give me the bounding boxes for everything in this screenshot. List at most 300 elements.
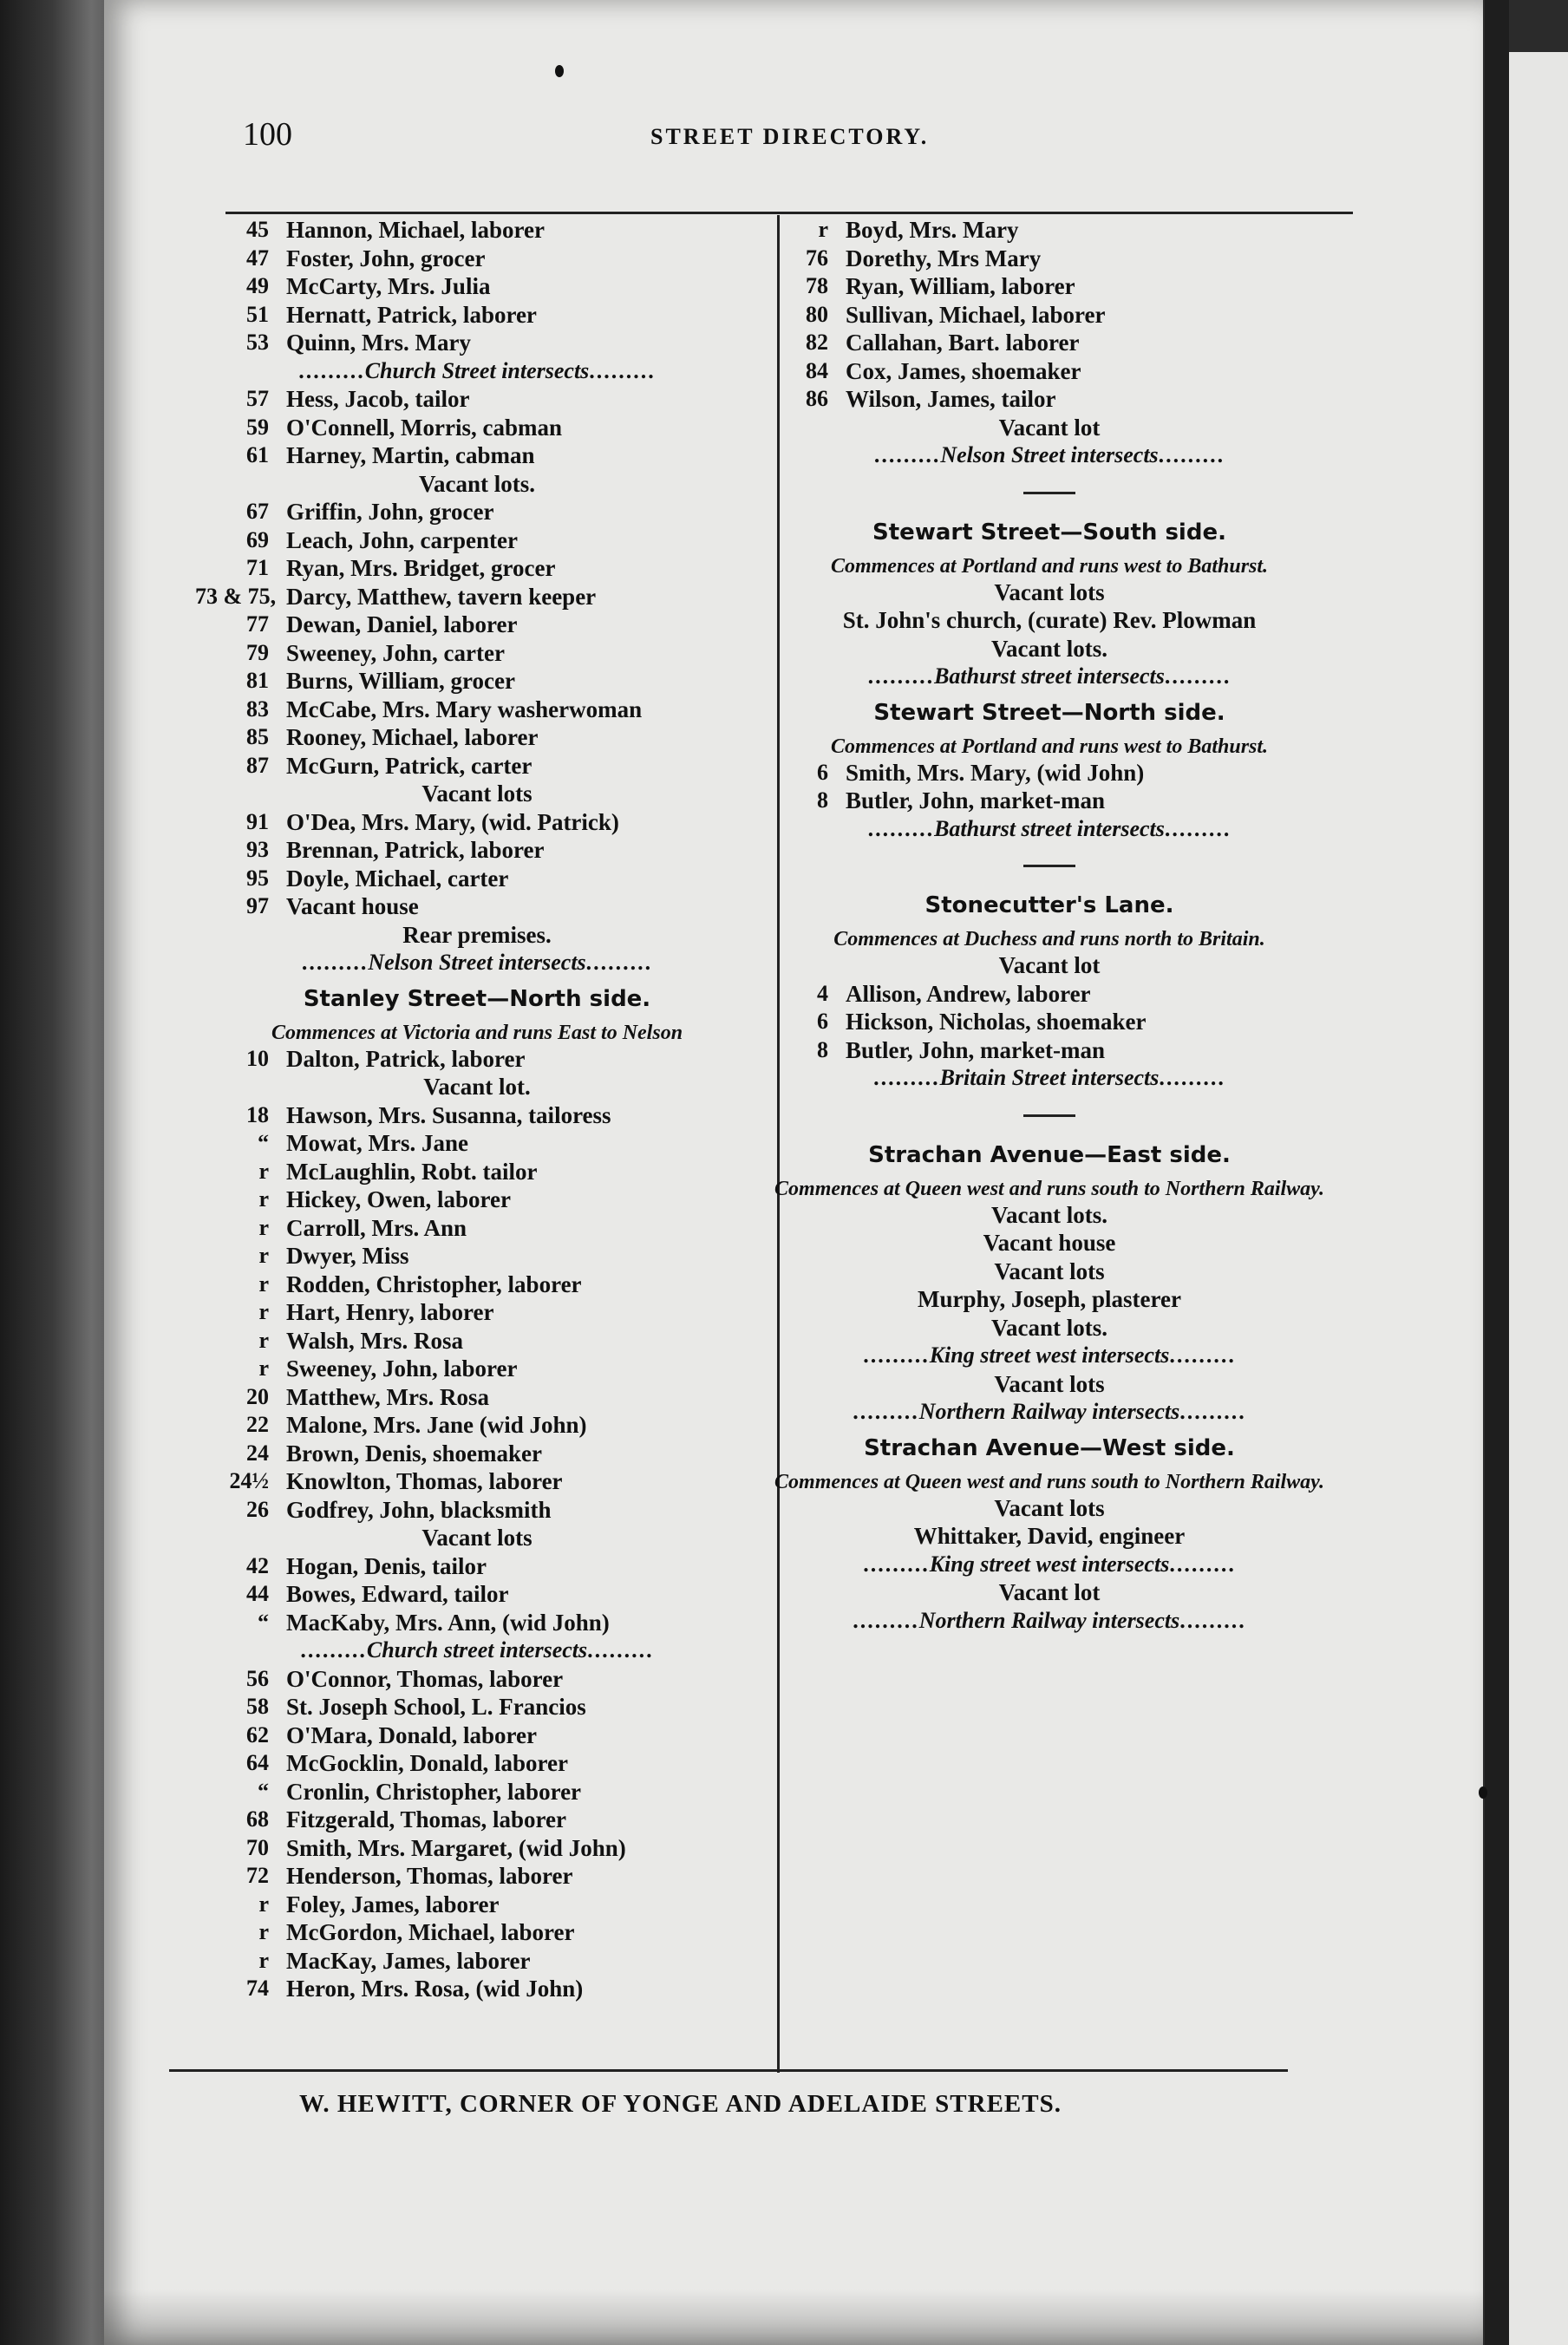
resident-name: Hernatt, Patrick, laborer	[286, 301, 537, 328]
resident-name: Wilson, James, tailor	[846, 386, 1056, 412]
directory-entry	[195, 1215, 759, 1244]
note-text: Whittaker, David, engineer	[913, 1523, 1186, 1549]
note-text: Vacant lots	[994, 1494, 1105, 1521]
directory-entry	[195, 499, 759, 527]
directory-entry	[755, 273, 1344, 302]
house-number: 69	[246, 526, 269, 552]
directory-entry	[755, 358, 1344, 387]
adjacent-page-edge	[1509, 52, 1568, 2345]
house-number: 61	[246, 442, 269, 467]
resident-name: Brown, Denis, shoemaker	[286, 1440, 543, 1466]
house-number: 22	[246, 1412, 269, 1437]
note-text: Vacant lots	[994, 1370, 1105, 1397]
resident-name: Sullivan, Michael, laborer	[846, 301, 1106, 328]
house-number: 85	[246, 724, 269, 749]
centered-note	[195, 1074, 759, 1102]
ink-spot	[1479, 1787, 1487, 1799]
directory-entry	[195, 1130, 759, 1159]
running-head: STREET DIRECTORY.	[650, 124, 930, 149]
intersection-line	[755, 1342, 1344, 1371]
house-number: 49	[246, 273, 269, 298]
directory-entry	[195, 1891, 759, 1920]
house-number: 64	[246, 1750, 269, 1775]
resident-name: MacKaby, Mrs. Ann, (wid John)	[286, 1609, 610, 1636]
resident-name: Matthew, Mrs. Rosa	[286, 1383, 489, 1410]
directory-entry	[195, 1468, 759, 1497]
resident-name: Fitzgerald, Thomas, laborer	[286, 1806, 566, 1832]
resident-name: Knowlton, Thomas, laborer	[286, 1468, 563, 1494]
leader-dots: .........	[863, 1342, 930, 1368]
directory-entry	[195, 696, 759, 725]
house-number: r	[258, 1919, 269, 1944]
note-text: St. John's church, (curate) Rev. Plowman	[842, 607, 1257, 633]
intersection-line	[195, 950, 759, 978]
resident-name: Foster, John, grocer	[286, 245, 486, 271]
note-text: Vacant lots.	[990, 1201, 1107, 1228]
note-text: Vacant house	[983, 1230, 1116, 1256]
house-number: 77	[246, 611, 269, 637]
house-number: 74	[246, 1976, 269, 2001]
house-number: 70	[246, 1834, 269, 1860]
directory-entry	[195, 865, 759, 894]
house-number: r	[258, 1158, 269, 1184]
intersection-text	[755, 1608, 1344, 1634]
resident-name: O'Connell, Morris, cabman	[286, 414, 562, 441]
page-header	[243, 108, 1344, 160]
leader-dots: .........	[1158, 442, 1225, 467]
resident-name: Burns, William, grocer	[286, 668, 516, 694]
directory-entry	[195, 1271, 759, 1300]
leader-dots: .........	[863, 1551, 930, 1577]
house-number: 67	[246, 499, 269, 524]
leader-dots: .........	[585, 950, 653, 975]
resident-name: McGurn, Patrick, carter	[286, 752, 532, 779]
intersection-text	[755, 663, 1344, 689]
section-dash	[1023, 492, 1075, 494]
house-number: 6	[817, 1009, 828, 1034]
resident-name: Brennan, Patrick, laborer	[286, 837, 545, 863]
directory-entry	[195, 1102, 759, 1131]
resident-name: Doyle, Michael, carter	[286, 865, 509, 892]
house-number: 53	[246, 330, 269, 355]
house-number: 93	[246, 837, 269, 862]
house-number: 47	[246, 245, 269, 271]
house-number: 18	[246, 1101, 269, 1127]
resident-name: Mowat, Mrs. Jane	[286, 1130, 468, 1156]
directory-entry	[755, 981, 1344, 1009]
directory-entry	[195, 1779, 759, 1807]
resident-name: Ryan, Mrs. Bridget, grocer	[286, 555, 556, 581]
resident-name: Ryan, William, laborer	[846, 273, 1075, 299]
house-number: 68	[246, 1806, 269, 1832]
resident-name: Vacant house	[286, 893, 419, 919]
directory-entry	[195, 1919, 759, 1948]
directory-entry	[195, 1046, 759, 1075]
intersection-text	[755, 442, 1344, 468]
resident-name: McCarty, Mrs. Julia	[286, 273, 491, 299]
house-number: 8	[817, 787, 828, 813]
note-text: Vacant lots	[421, 781, 532, 807]
centered-note	[755, 636, 1344, 664]
house-number: 26	[246, 1496, 269, 1522]
street-description: Commences at Queen west and runs south to Northern Railway.	[774, 1177, 1324, 1200]
directory-entry	[195, 1497, 759, 1525]
intersection-label: Church Street intersects	[364, 357, 590, 383]
resident-name: Hannon, Michael, laborer	[286, 217, 546, 243]
house-number: “	[258, 1130, 269, 1155]
leader-dots: .........	[1164, 815, 1232, 841]
directory-entry	[195, 1835, 759, 1864]
centered-note	[195, 781, 759, 809]
centered-note	[755, 415, 1344, 443]
note-text: Vacant lots	[421, 1525, 532, 1551]
page-shadow	[104, 2289, 1483, 2345]
resident-name: Cronlin, Christopher, laborer	[286, 1778, 582, 1805]
resident-name: Butler, John, market-man	[846, 787, 1106, 813]
resident-name: Darcy, Matthew, tavern keeper	[286, 583, 597, 610]
house-number: 56	[246, 1665, 269, 1691]
house-number: “	[258, 1778, 269, 1804]
resident-name: Bowes, Edward, tailor	[286, 1581, 509, 1607]
directory-entry	[755, 217, 1344, 245]
resident-name: Carroll, Mrs. Ann	[286, 1214, 467, 1241]
directory-entry	[195, 837, 759, 865]
resident-name: O'Mara, Donald, laborer	[286, 1721, 537, 1748]
resident-name: Cox, James, shoemaker	[846, 357, 1081, 384]
leader-dots: .........	[867, 815, 935, 841]
directory-entry	[195, 217, 759, 245]
directory-entry	[195, 1750, 759, 1779]
directory-entry	[755, 245, 1344, 274]
section-dash	[1023, 1114, 1075, 1117]
leader-dots: .........	[1164, 663, 1232, 689]
house-number: r	[258, 1243, 269, 1268]
directory-entry	[195, 415, 759, 443]
directory-entry	[195, 584, 759, 612]
directory-entry	[195, 1976, 759, 2004]
resident-name: St. Joseph School, L. Francios	[286, 1694, 586, 1720]
centered-note	[755, 607, 1344, 636]
directory-entry	[195, 1159, 759, 1187]
directory-entry	[195, 330, 759, 358]
house-number: 58	[246, 1694, 269, 1719]
resident-name: Godfrey, John, blacksmith	[286, 1496, 552, 1523]
house-number: 79	[246, 639, 269, 665]
directory-entry	[195, 1806, 759, 1835]
resident-name: Rodden, Christopher, laborer	[286, 1270, 582, 1297]
house-number: “	[258, 1609, 269, 1635]
directory-entry	[195, 1243, 759, 1271]
resident-name: Malone, Mrs. Jane (wid John)	[286, 1412, 587, 1438]
resident-name: O'Connor, Thomas, laborer	[286, 1665, 564, 1692]
resident-name: McGocklin, Donald, laborer	[286, 1750, 569, 1776]
intersection-label: King street west intersects	[929, 1551, 1170, 1577]
street-description: Commences at Duchess and runs north to Britain.	[833, 928, 1265, 950]
directory-entry	[195, 1722, 759, 1751]
note-text: Murphy, Joseph, plasterer	[917, 1286, 1181, 1312]
note-text: Vacant lots.	[990, 1314, 1107, 1341]
resident-name: Hart, Henry, laborer	[286, 1299, 494, 1325]
directory-entry	[195, 273, 759, 302]
intersection-line	[755, 442, 1344, 471]
intersection-label: King street west intersects	[929, 1342, 1170, 1368]
directory-entry	[755, 760, 1344, 788]
house-number: r	[258, 1891, 269, 1917]
house-number: 91	[246, 808, 269, 834]
directory-entry	[195, 640, 759, 669]
street-heading: Stonecutter's Lane.	[924, 892, 1174, 918]
directory-entry	[195, 1553, 759, 1582]
resident-name: Foley, James, laborer	[286, 1891, 500, 1917]
house-number: r	[258, 1327, 269, 1353]
resident-name: Heron, Mrs. Rosa, (wid John)	[286, 1976, 584, 2002]
note-text: Vacant lot.	[423, 1074, 531, 1100]
intersection-label: Northern Railway intersects	[918, 1399, 1180, 1424]
resident-name: Hess, Jacob, tailor	[286, 386, 470, 412]
directory-entry	[195, 386, 759, 415]
intersection-text	[755, 816, 1344, 842]
centered-note	[755, 1258, 1344, 1287]
house-number: 24	[246, 1440, 269, 1466]
street-description: Commences at Queen west and runs south to Northern Railway.	[774, 1470, 1324, 1493]
resident-name: Griffin, John, grocer	[286, 499, 494, 525]
house-number: 10	[246, 1045, 269, 1071]
resident-name: Dewan, Daniel, laborer	[286, 611, 518, 637]
leader-dots: .........	[587, 1637, 654, 1662]
directory-entry	[755, 330, 1344, 358]
resident-name: Hawson, Mrs. Susanna, tailoress	[286, 1101, 611, 1128]
note-text: Vacant lots	[994, 578, 1105, 605]
resident-name: MacKay, James, laborer	[286, 1947, 531, 1974]
note-text: Vacant lot	[998, 1579, 1101, 1605]
centered-note	[755, 1371, 1344, 1400]
note-text: Vacant lots.	[418, 470, 535, 497]
intersection-line	[195, 1637, 759, 1666]
directory-entry	[195, 1948, 759, 1976]
house-number: r	[258, 1270, 269, 1297]
directory-entry	[755, 1037, 1344, 1066]
leader-dots: .........	[1179, 1399, 1246, 1424]
house-number: 62	[246, 1721, 269, 1747]
directory-entry	[195, 893, 759, 922]
intersection-label: Bathurst street intersects	[934, 815, 1165, 841]
intersection-line	[755, 816, 1344, 845]
centered-note	[755, 579, 1344, 608]
centered-note	[755, 1286, 1344, 1315]
leader-dots: .........	[853, 1607, 919, 1633]
house-number: 20	[246, 1383, 269, 1409]
house-number: 6	[817, 759, 828, 785]
street-heading: Stanley Street—North side.	[303, 985, 651, 1012]
intersection-text	[195, 950, 759, 976]
house-number: r	[258, 1186, 269, 1212]
house-number: 24½	[229, 1468, 269, 1493]
street-heading: Stewart Street—South side.	[872, 519, 1226, 545]
resident-name: O'Dea, Mrs. Mary, (wid. Patrick)	[286, 808, 619, 835]
intersection-text	[755, 1551, 1344, 1577]
centered-note	[195, 471, 759, 500]
leader-dots: .........	[300, 1637, 367, 1662]
intersection-line	[755, 1399, 1344, 1427]
street-heading: Strachan Avenue—West side.	[864, 1434, 1235, 1461]
directory-entry	[195, 1610, 759, 1638]
leader-dots: .........	[1169, 1551, 1236, 1577]
page-number: 100	[243, 116, 292, 153]
house-number: 78	[806, 273, 828, 298]
street-description: Commences at Portland and runs west to Bathurst.	[830, 554, 1269, 578]
house-number: 83	[246, 696, 269, 722]
directory-entry	[195, 1186, 759, 1215]
resident-name: Smith, Mrs. Mary, (wid John)	[846, 759, 1145, 786]
centered-note	[755, 1202, 1344, 1231]
house-number: 97	[246, 893, 269, 918]
directory-entry	[195, 668, 759, 696]
house-number: 71	[246, 555, 269, 580]
intersection-line	[195, 358, 759, 387]
intersection-text	[755, 1342, 1344, 1368]
directory-entry	[195, 1863, 759, 1891]
house-number: 82	[806, 330, 828, 355]
street-heading: Stewart Street—North side.	[873, 699, 1225, 726]
resident-name: Hickson, Nicholas, shoemaker	[846, 1009, 1147, 1035]
intersection-label: Nelson Street intersects	[940, 442, 1159, 467]
house-number: 80	[806, 301, 828, 327]
intersection-text	[755, 1065, 1344, 1091]
leader-dots: .........	[589, 357, 656, 383]
directory-entry	[755, 1009, 1344, 1037]
house-number: r	[258, 1947, 269, 1973]
leader-dots: .........	[873, 1065, 940, 1090]
house-number: 87	[246, 752, 269, 778]
centered-note	[755, 1579, 1344, 1608]
resident-name: Dorethy, Mrs Mary	[846, 245, 1042, 271]
intersection-line	[755, 1551, 1344, 1580]
house-number: 42	[246, 1552, 269, 1578]
centered-note	[195, 922, 759, 950]
house-number: 81	[246, 668, 269, 693]
directory-entry	[195, 527, 759, 556]
resident-name: Allison, Andrew, laborer	[846, 980, 1091, 1007]
centered-note	[755, 1230, 1344, 1258]
house-number: r	[258, 1355, 269, 1381]
directory-entry	[195, 1581, 759, 1610]
house-number: 86	[806, 386, 828, 411]
intersection-text	[195, 358, 759, 384]
note-text: Vacant lot	[998, 952, 1101, 978]
resident-name: Leach, John, carpenter	[286, 526, 518, 553]
house-number: 44	[246, 1581, 269, 1606]
intersection-label: Britain Street intersects	[939, 1065, 1160, 1090]
left-column	[195, 217, 759, 2004]
resident-name: Harney, Martin, cabman	[286, 442, 535, 468]
resident-name: McCabe, Mrs. Mary washerwoman	[286, 696, 643, 722]
intersection-line	[755, 663, 1344, 692]
resident-name: Hickey, Owen, laborer	[286, 1186, 511, 1212]
house-number: 45	[246, 217, 269, 242]
house-number: r	[818, 217, 828, 242]
house-number: 57	[246, 386, 269, 411]
ink-spot	[555, 65, 564, 77]
house-number: 4	[817, 980, 828, 1006]
footer-rule	[169, 2069, 1288, 2072]
directory-entry	[195, 1666, 759, 1695]
house-number: r	[258, 1299, 269, 1324]
centered-note	[755, 952, 1344, 981]
house-number: 51	[246, 301, 269, 327]
leader-dots: .........	[867, 663, 935, 689]
footer-advert: W. HEWITT, CORNER OF YONGE AND ADELAIDE STREETS.	[299, 2090, 1062, 2118]
directory-entry	[195, 442, 759, 471]
resident-name: McGordon, Michael, laborer	[286, 1919, 575, 1945]
resident-name: Rooney, Michael, laborer	[286, 724, 539, 750]
resident-name: McLaughlin, Robt. tailor	[286, 1158, 538, 1185]
note-text: Rear premises.	[402, 921, 552, 948]
directory-entry	[195, 1384, 759, 1413]
directory-entry	[195, 1412, 759, 1440]
directory-entry	[195, 809, 759, 838]
house-number: 84	[806, 357, 828, 383]
street-heading: Strachan Avenue—East side.	[868, 1141, 1231, 1168]
resident-name: Butler, John, market-man	[846, 1036, 1106, 1063]
intersection-label: Nelson Street intersects	[368, 950, 586, 975]
house-number: 73 & 75,	[195, 583, 277, 609]
house-number: 8	[817, 1036, 828, 1062]
centered-note	[755, 1495, 1344, 1524]
house-number: 59	[246, 414, 269, 440]
header-rule	[225, 212, 1353, 214]
directory-entry	[195, 1299, 759, 1328]
intersection-label: Northern Railway intersects	[918, 1607, 1180, 1633]
page-gutter	[1485, 0, 1509, 2345]
directory-entry	[195, 611, 759, 640]
leader-dots: .........	[301, 950, 369, 975]
leader-dots: .........	[873, 442, 941, 467]
directory-entry	[195, 1440, 759, 1469]
resident-name: Sweeney, John, laborer	[286, 1355, 518, 1382]
directory-entry	[755, 386, 1344, 415]
directory-entry	[755, 787, 1344, 816]
centered-note	[755, 1523, 1344, 1551]
centered-note	[755, 1315, 1344, 1343]
right-column	[755, 217, 1344, 1636]
leader-dots: .........	[853, 1399, 919, 1424]
intersection-text	[195, 1637, 759, 1663]
leader-dots: .........	[1159, 1065, 1225, 1090]
resident-name: Walsh, Mrs. Rosa	[286, 1327, 464, 1354]
directory-entry	[195, 1355, 759, 1384]
resident-name: Hogan, Denis, tailor	[286, 1552, 487, 1579]
house-number: 72	[246, 1863, 269, 1888]
resident-name: Callahan, Bart. laborer	[846, 330, 1080, 356]
house-number: 95	[246, 865, 269, 891]
centered-note	[195, 1525, 759, 1553]
resident-name: Sweeney, John, carter	[286, 639, 505, 666]
resident-name: Quinn, Mrs. Mary	[286, 330, 471, 356]
street-description: Commences at Portland and runs west to Bathurst.	[830, 735, 1269, 758]
note-text: Vacant lots	[994, 1257, 1105, 1284]
directory-entry	[195, 1694, 759, 1722]
note-text: Vacant lots.	[990, 635, 1107, 662]
note-text: Vacant lot	[998, 414, 1101, 441]
directory-entry	[195, 245, 759, 274]
section-dash	[1023, 865, 1075, 867]
resident-name: Dwyer, Miss	[286, 1243, 409, 1269]
directory-entry	[195, 753, 759, 781]
house-number: 76	[806, 245, 828, 271]
intersection-text	[755, 1399, 1344, 1425]
resident-name: Henderson, Thomas, laborer	[286, 1863, 573, 1889]
intersection-label: Church street intersects	[366, 1637, 588, 1662]
